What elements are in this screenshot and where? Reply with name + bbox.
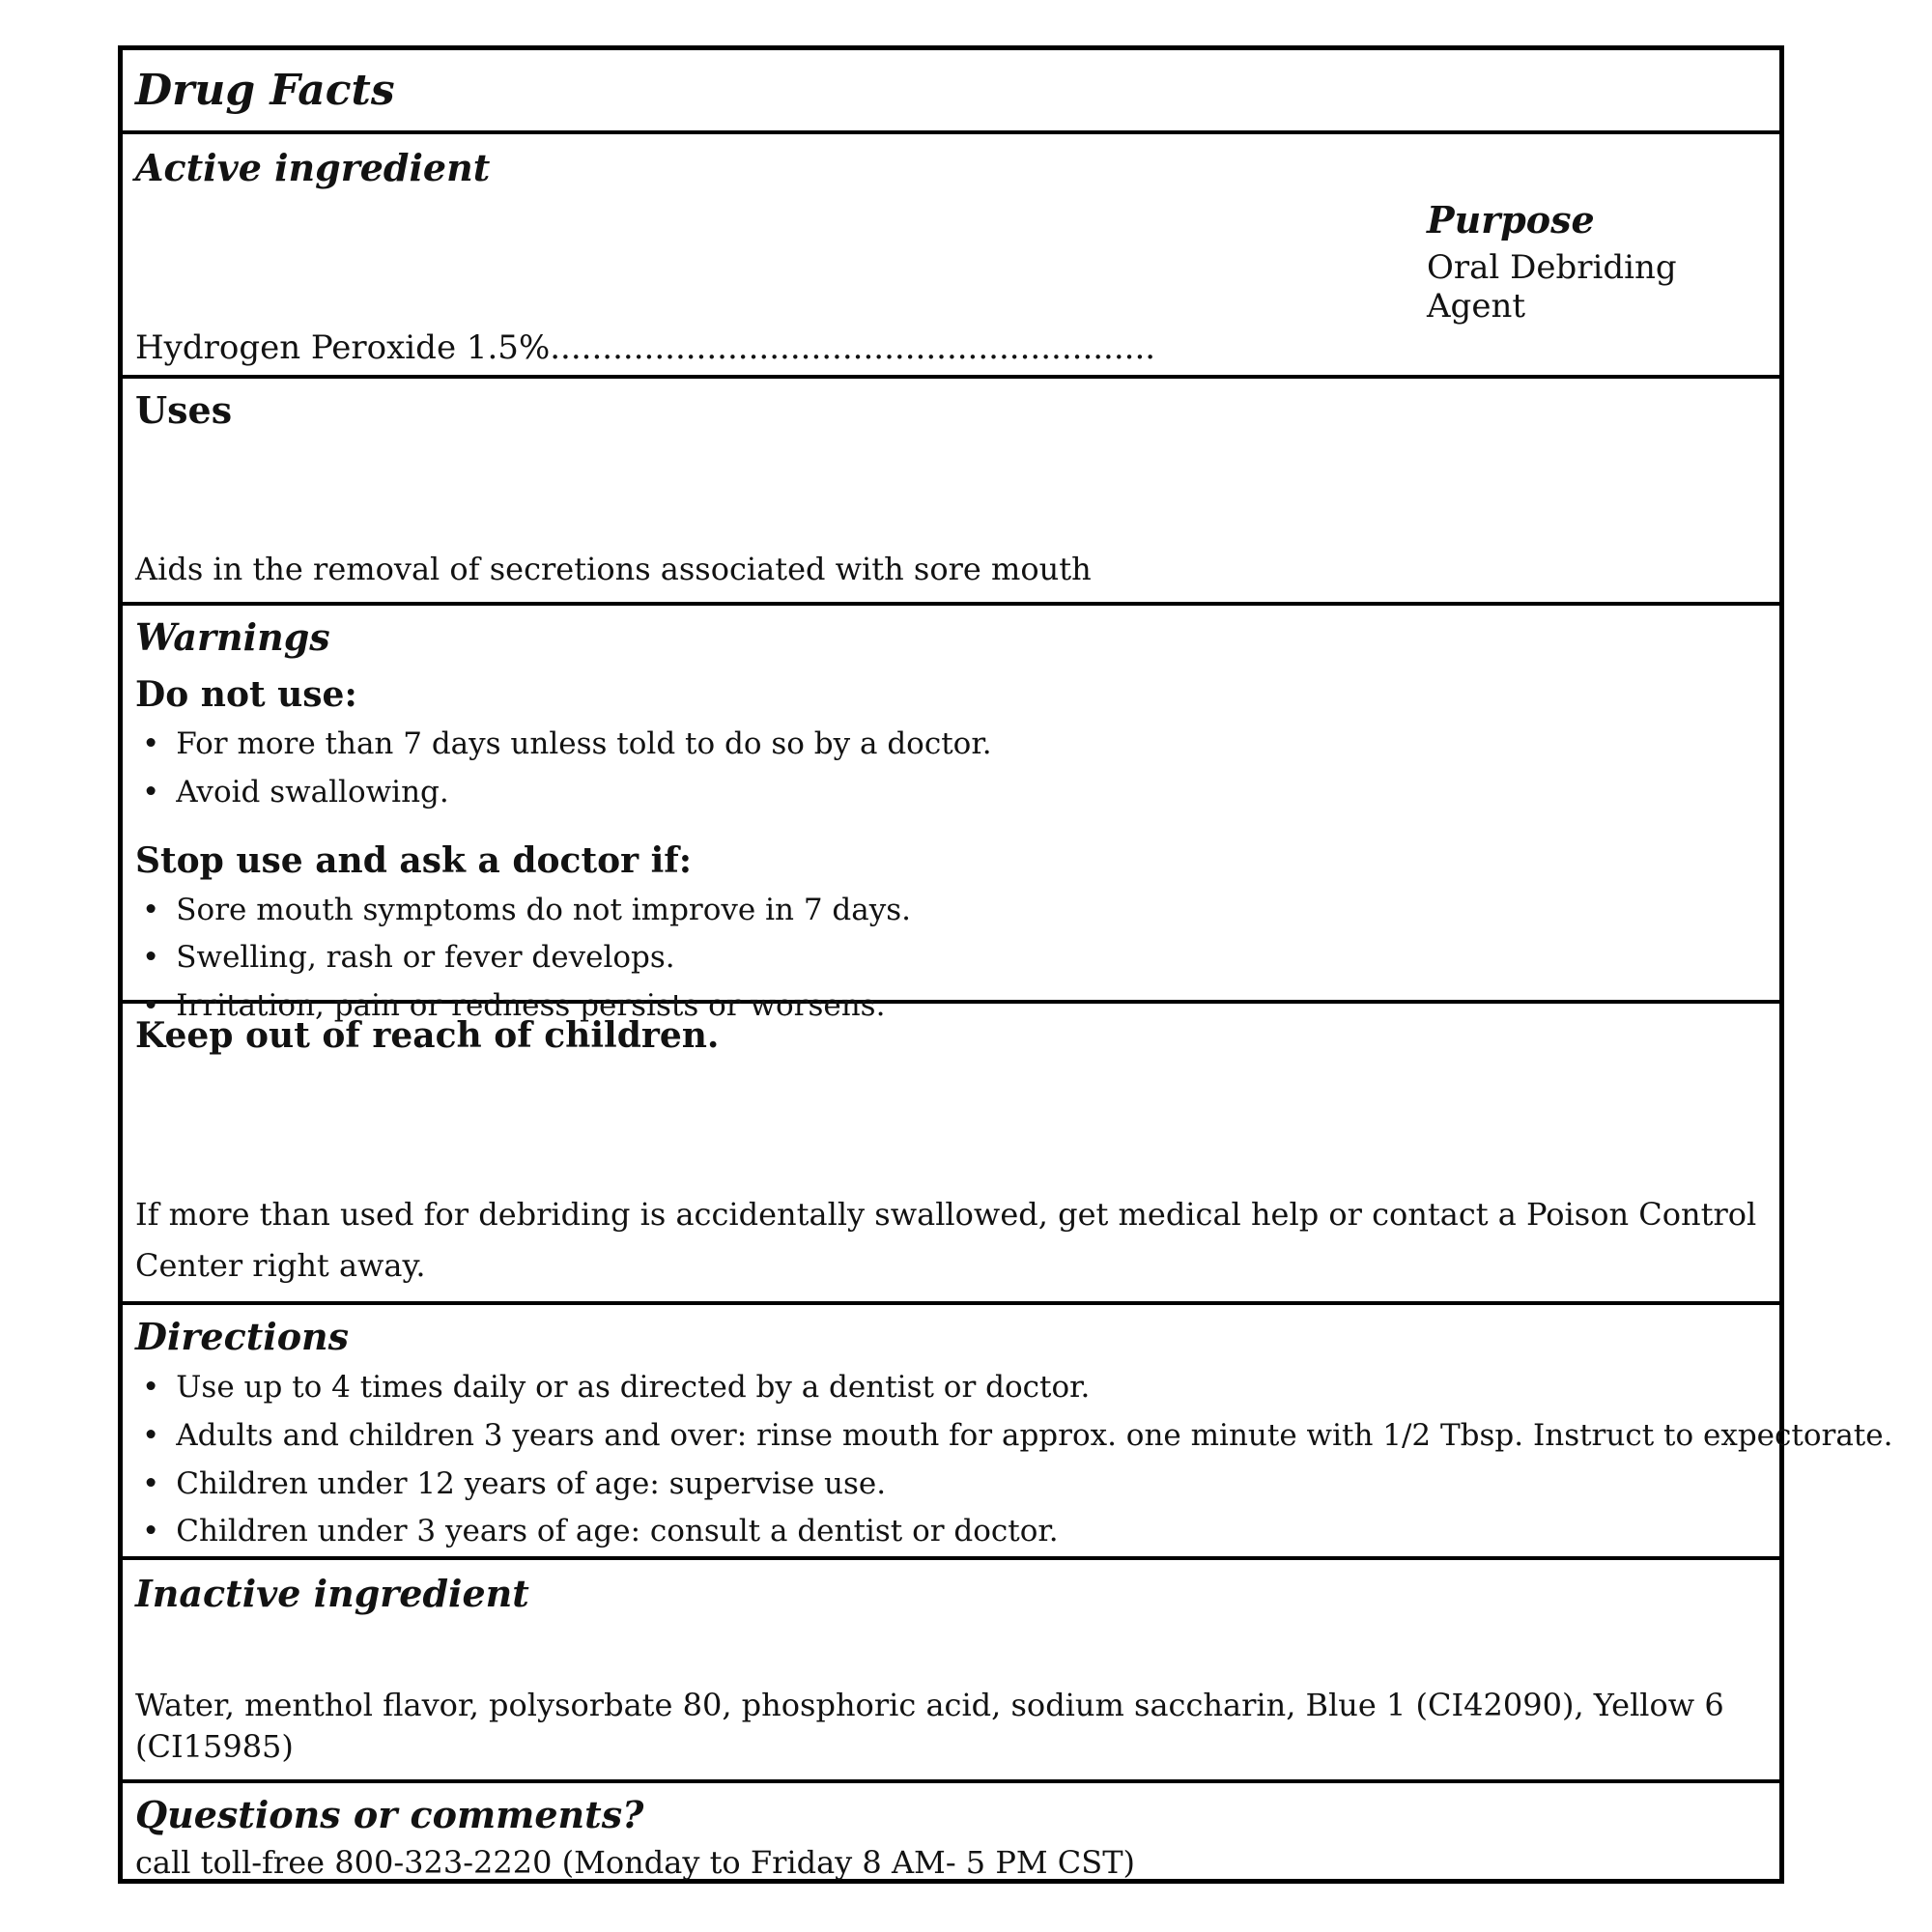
do-not-use-heading: Do not use:: [135, 674, 357, 715]
warnings-heading: Warnings: [135, 615, 330, 659]
keep-out-text: If more than used for debriding is accidentally swallowed, get medical help or contact a Poison Control Center right away.: [135, 1196, 1757, 1285]
active-ingredient-line: [135, 328, 1767, 367]
inactive-ingredient-heading: Inactive ingredient: [135, 1572, 529, 1615]
uses-text: Aids in the removal of secretions associated with sore mouth: [135, 550, 1092, 587]
section-inactive-ingredient: [123, 1560, 1779, 1783]
directions-item: • Children under 12 years of age: supervise use.: [176, 1465, 887, 1501]
directions-item: • Adults and children 3 years and over: rinse mouth for approx. one minute with 1/2 Tbsp. Instruct to expectorate.: [176, 1417, 1893, 1453]
section-questions: [123, 1783, 1779, 1889]
keep-out-heading: Keep out of reach of children.: [135, 1015, 720, 1056]
do-not-use-item: • For more than 7 days unless told to do so by a doctor.: [176, 726, 992, 761]
uses-heading: Uses: [135, 388, 233, 432]
list-item: [135, 774, 1767, 811]
list-item: [135, 1369, 1767, 1406]
active-ingredient-name: Hydrogen Peroxide 1.5%: [135, 328, 551, 367]
list-item: [135, 939, 1767, 977]
purpose-block: [1427, 198, 1779, 326]
list-item: [135, 1513, 1767, 1550]
list-item: [135, 892, 1767, 929]
active-ingredient-heading: Active ingredient: [135, 146, 491, 189]
page-title: Drug Facts: [135, 66, 395, 115]
section-active-ingredient: [123, 134, 1779, 379]
purpose-value: Oral Debriding Agent: [1427, 248, 1677, 326]
section-warnings: [123, 606, 1779, 1023]
stop-use-heading: Stop use and ask a doctor if:: [135, 839, 693, 881]
section-directions: [123, 1305, 1893, 1560]
drug-facts-label: [118, 45, 1893, 1884]
purpose-heading: Purpose: [1427, 198, 1595, 242]
do-not-use-item: • Avoid swallowing.: [176, 774, 449, 810]
list-item: [135, 1417, 1893, 1455]
stop-use-item: • Sore mouth symptoms do not improve in 7 days.: [176, 892, 912, 927]
list-item: [135, 1465, 1767, 1503]
section-uses: [123, 379, 1779, 606]
directions-heading: Directions: [135, 1315, 350, 1358]
stop-use-item: • Swelling, rash or fever develops.: [176, 940, 675, 976]
section-title: [123, 50, 1779, 134]
inactive-ingredient-text: Water, menthol flavor, polysorbate 80, phosphoric acid, sodium saccharin, Blue 1 (CI42090), Yellow 6 (CI15985): [135, 1686, 1724, 1765]
dots-leader: ..........................................................: [550, 328, 1156, 367]
questions-text: call toll-free 800-323-2220 (Monday to Friday 8 AM- 5 PM CST): [135, 1844, 1136, 1881]
list-item: [135, 725, 1767, 763]
stop-use-item: • Irritation, pain or redness persists or worsens.: [176, 988, 886, 1023]
questions-heading: Questions or comments?: [135, 1793, 644, 1836]
directions-item: • Use up to 4 times daily or as directed by a dentist or doctor.: [176, 1370, 1091, 1405]
directions-item: • Children under 3 years of age: consult a dentist or doctor.: [176, 1514, 1059, 1549]
section-keep-out: [123, 1004, 1779, 1305]
